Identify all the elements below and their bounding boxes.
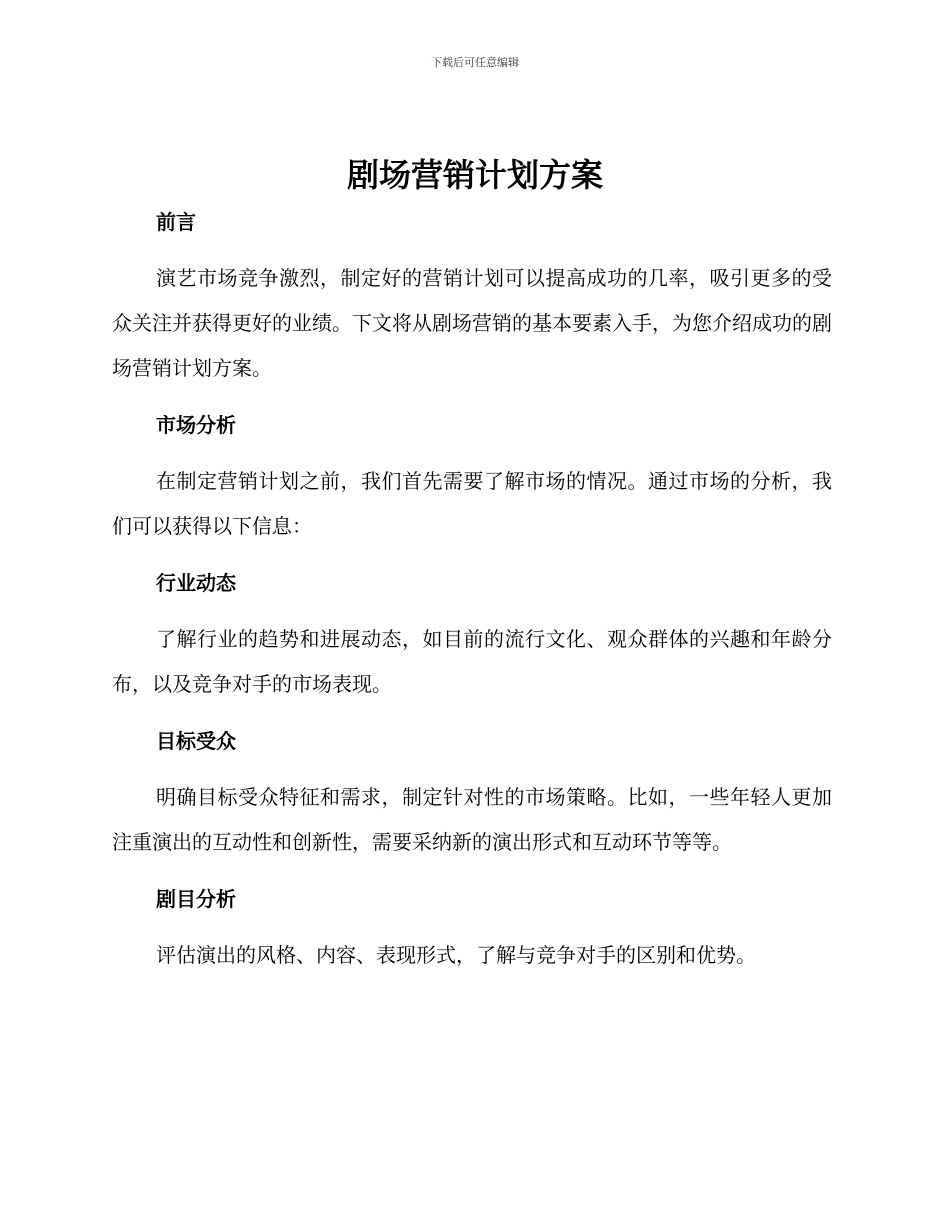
document-body [112, 202, 832, 992]
document-title: 剧场营销计划方案 [346, 156, 603, 194]
section-text-preface: 演艺市场竞争激烈，制定好的营销计划可以提高成功的几率，吸引更多的受众关注并获得更好的业绩。下文将从剧场营销的基本要素入手，为您介绍成功的剧场营销计划方案。 [112, 266, 832, 380]
section-heading-industry-trends: 行业动态 [156, 571, 236, 595]
section-text-repertoire-analysis: 评估演出的风格、内容、表现形式，了解与竞争对手的区别和优势。 [156, 943, 756, 967]
section-text-target-audience: 明确目标受众特征和需求，制定针对性的市场策略。比如，一些年轻人更加注重演出的互动性和创新性，需要采纳新的演出形式和互动环节等等。 [112, 785, 832, 854]
section-text-market-analysis: 在制定营销计划之前，我们首先需要了解市场的情况。通过市场的分析，我们可以获得以下信息： [112, 469, 832, 538]
section-heading-market-analysis: 市场分析 [156, 413, 236, 437]
section-text-industry-trends: 了解行业的趋势和进展动态，如目前的流行文化、观众群体的兴趣和年龄分布，以及竞争对手的市场表现。 [112, 627, 832, 696]
section-heading-target-audience: 目标受众 [156, 729, 236, 753]
header-note: 下载后可任意编辑 [431, 56, 519, 69]
section-heading-repertoire-analysis: 剧目分析 [156, 887, 236, 911]
section-heading-preface: 前言 [156, 210, 196, 234]
